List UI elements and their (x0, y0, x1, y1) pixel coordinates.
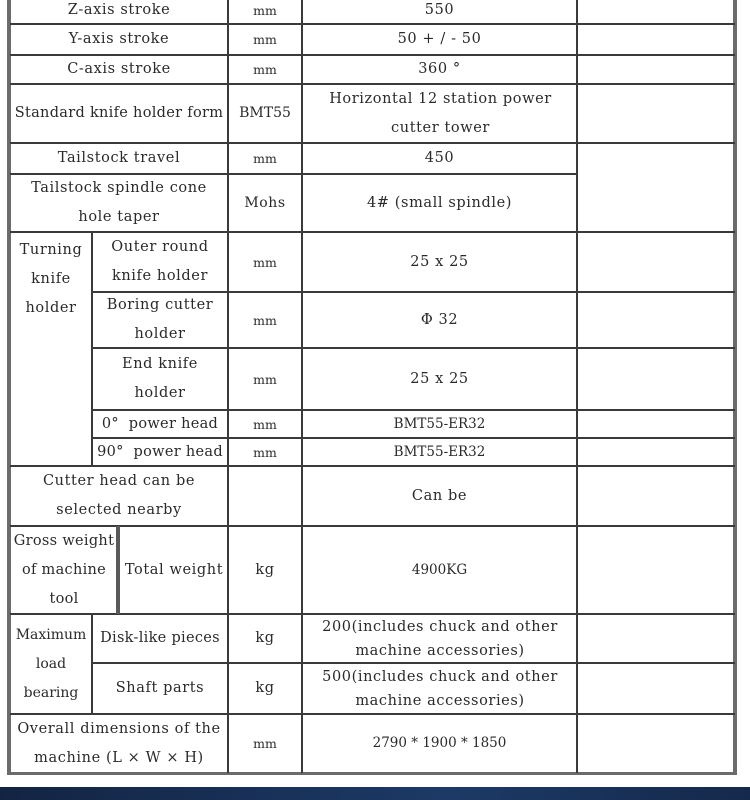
row-label-shaft: Shaft parts (115, 680, 205, 696)
row-label-disk: Disk-like pieces (100, 630, 220, 646)
grid-line (10, 23, 735, 25)
row-label-end-knife: End knife holder (122, 356, 198, 401)
note-tailstock-merged (577, 143, 735, 232)
row-label-total-weight: Total weight (124, 561, 224, 578)
table-border-right (733, 0, 737, 775)
value-disk: 200(includes chuck and other machine accessories) (322, 618, 558, 659)
note-power-head-0 (577, 410, 735, 438)
note-shaft (577, 663, 735, 714)
unit-overall: mm (253, 736, 277, 751)
value-z-axis: 550 (424, 2, 455, 18)
value-shaft: 500(includes chuck and other machine accessories) (322, 668, 558, 709)
group-label-max-load: Maximum load bearing (15, 626, 87, 701)
note-total-weight (577, 526, 735, 614)
grid-line (10, 83, 735, 85)
note-cutter-head (577, 466, 735, 526)
unit-end-knife: mm (253, 371, 277, 387)
value-tailstock-travel: 450 (424, 150, 455, 166)
row-label-power-head-0: 0° power head (101, 415, 219, 432)
grid-line (10, 713, 735, 715)
unit-power-head-90: mm (253, 444, 277, 460)
grid-line (91, 232, 93, 466)
unit-z-axis: mm (253, 3, 277, 18)
grid-line (10, 54, 735, 56)
value-knife-holder-form: Horizontal 12 station power cutter tower (329, 90, 552, 136)
grid-line (301, 0, 303, 773)
grid-line (92, 347, 735, 349)
unit-total-weight: kg (255, 561, 275, 578)
grid-line (10, 142, 735, 144)
unit-outer-round: mm (253, 254, 277, 270)
grid-line (10, 173, 577, 175)
footer-bar (0, 787, 750, 800)
grid-line (92, 437, 735, 439)
grid-line (92, 409, 735, 411)
grid-line (92, 662, 735, 664)
note-z-axis (577, 0, 735, 24)
value-outer-round: 25 x 25 (410, 253, 469, 270)
note-overall (577, 714, 735, 773)
grid-line (10, 465, 735, 467)
unit-c-axis: mm (253, 62, 277, 77)
unit-cutter-head (228, 466, 302, 526)
note-power-head-90 (577, 438, 735, 466)
value-cutter-head: Can be (411, 487, 468, 504)
row-label-outer-round: Outer round knife holder (111, 239, 209, 284)
unit-disk: kg (255, 630, 275, 646)
row-label-tailstock-taper: Tailstock spindle cone hole taper (31, 180, 207, 225)
group-label-gross-weight: Gross weight of machine tool (13, 532, 115, 607)
group-label-turning-knife-holder: Turning knife holder (19, 242, 83, 316)
value-c-axis: 360 ° (418, 61, 461, 77)
note-disk (577, 614, 735, 663)
unit-tailstock-taper: Mohs (244, 194, 286, 211)
note-outer-round (577, 232, 735, 292)
table-border-left (7, 0, 11, 775)
note-c-axis (577, 55, 735, 84)
grid-line (92, 291, 735, 293)
value-power-head-0: BMT55-ER32 (393, 415, 486, 432)
value-overall: 2790 * 1900 * 1850 (372, 735, 507, 751)
row-label-boring: Boring cutter holder (106, 297, 214, 342)
note-y-axis (577, 24, 735, 55)
note-end-knife (577, 348, 735, 410)
unit-boring: mm (253, 312, 277, 328)
value-boring: Φ 32 (420, 311, 459, 328)
value-power-head-90: BMT55-ER32 (393, 443, 486, 460)
row-label-c-axis: C-axis stroke (67, 61, 171, 77)
grid-line (116, 526, 120, 614)
note-knife-holder-form (577, 84, 735, 143)
unit-shaft: kg (255, 680, 275, 696)
row-label-z-axis: Z-axis stroke (67, 2, 171, 18)
grid-line (91, 614, 93, 714)
value-total-weight: 4900KG (411, 561, 468, 578)
unit-y-axis: mm (253, 32, 277, 47)
value-tailstock-taper: 4# (small spindle) (366, 194, 513, 211)
unit-knife-holder-form: BMT55 (239, 105, 291, 121)
table-border-bottom (7, 772, 737, 775)
grid-line (576, 0, 578, 773)
row-label-y-axis: Y-axis stroke (68, 31, 170, 47)
row-label-cutter-head: Cutter head can be selected nearby (42, 473, 196, 518)
row-label-power-head-90: 90° power head (97, 443, 223, 460)
row-label-tailstock-travel: Tailstock travel (57, 150, 181, 166)
note-boring (577, 292, 735, 348)
row-label-overall: Overall dimensions of the machine (L × W × H) (17, 720, 221, 766)
row-label-knife-holder-form: Standard knife holder form (14, 105, 224, 121)
value-end-knife: 25 x 25 (410, 370, 469, 387)
grid-line (227, 0, 229, 773)
grid-line (10, 231, 735, 233)
unit-tailstock-travel: mm (253, 151, 277, 166)
unit-power-head-0: mm (253, 416, 277, 432)
value-y-axis: 50 + / - 50 (397, 31, 482, 47)
